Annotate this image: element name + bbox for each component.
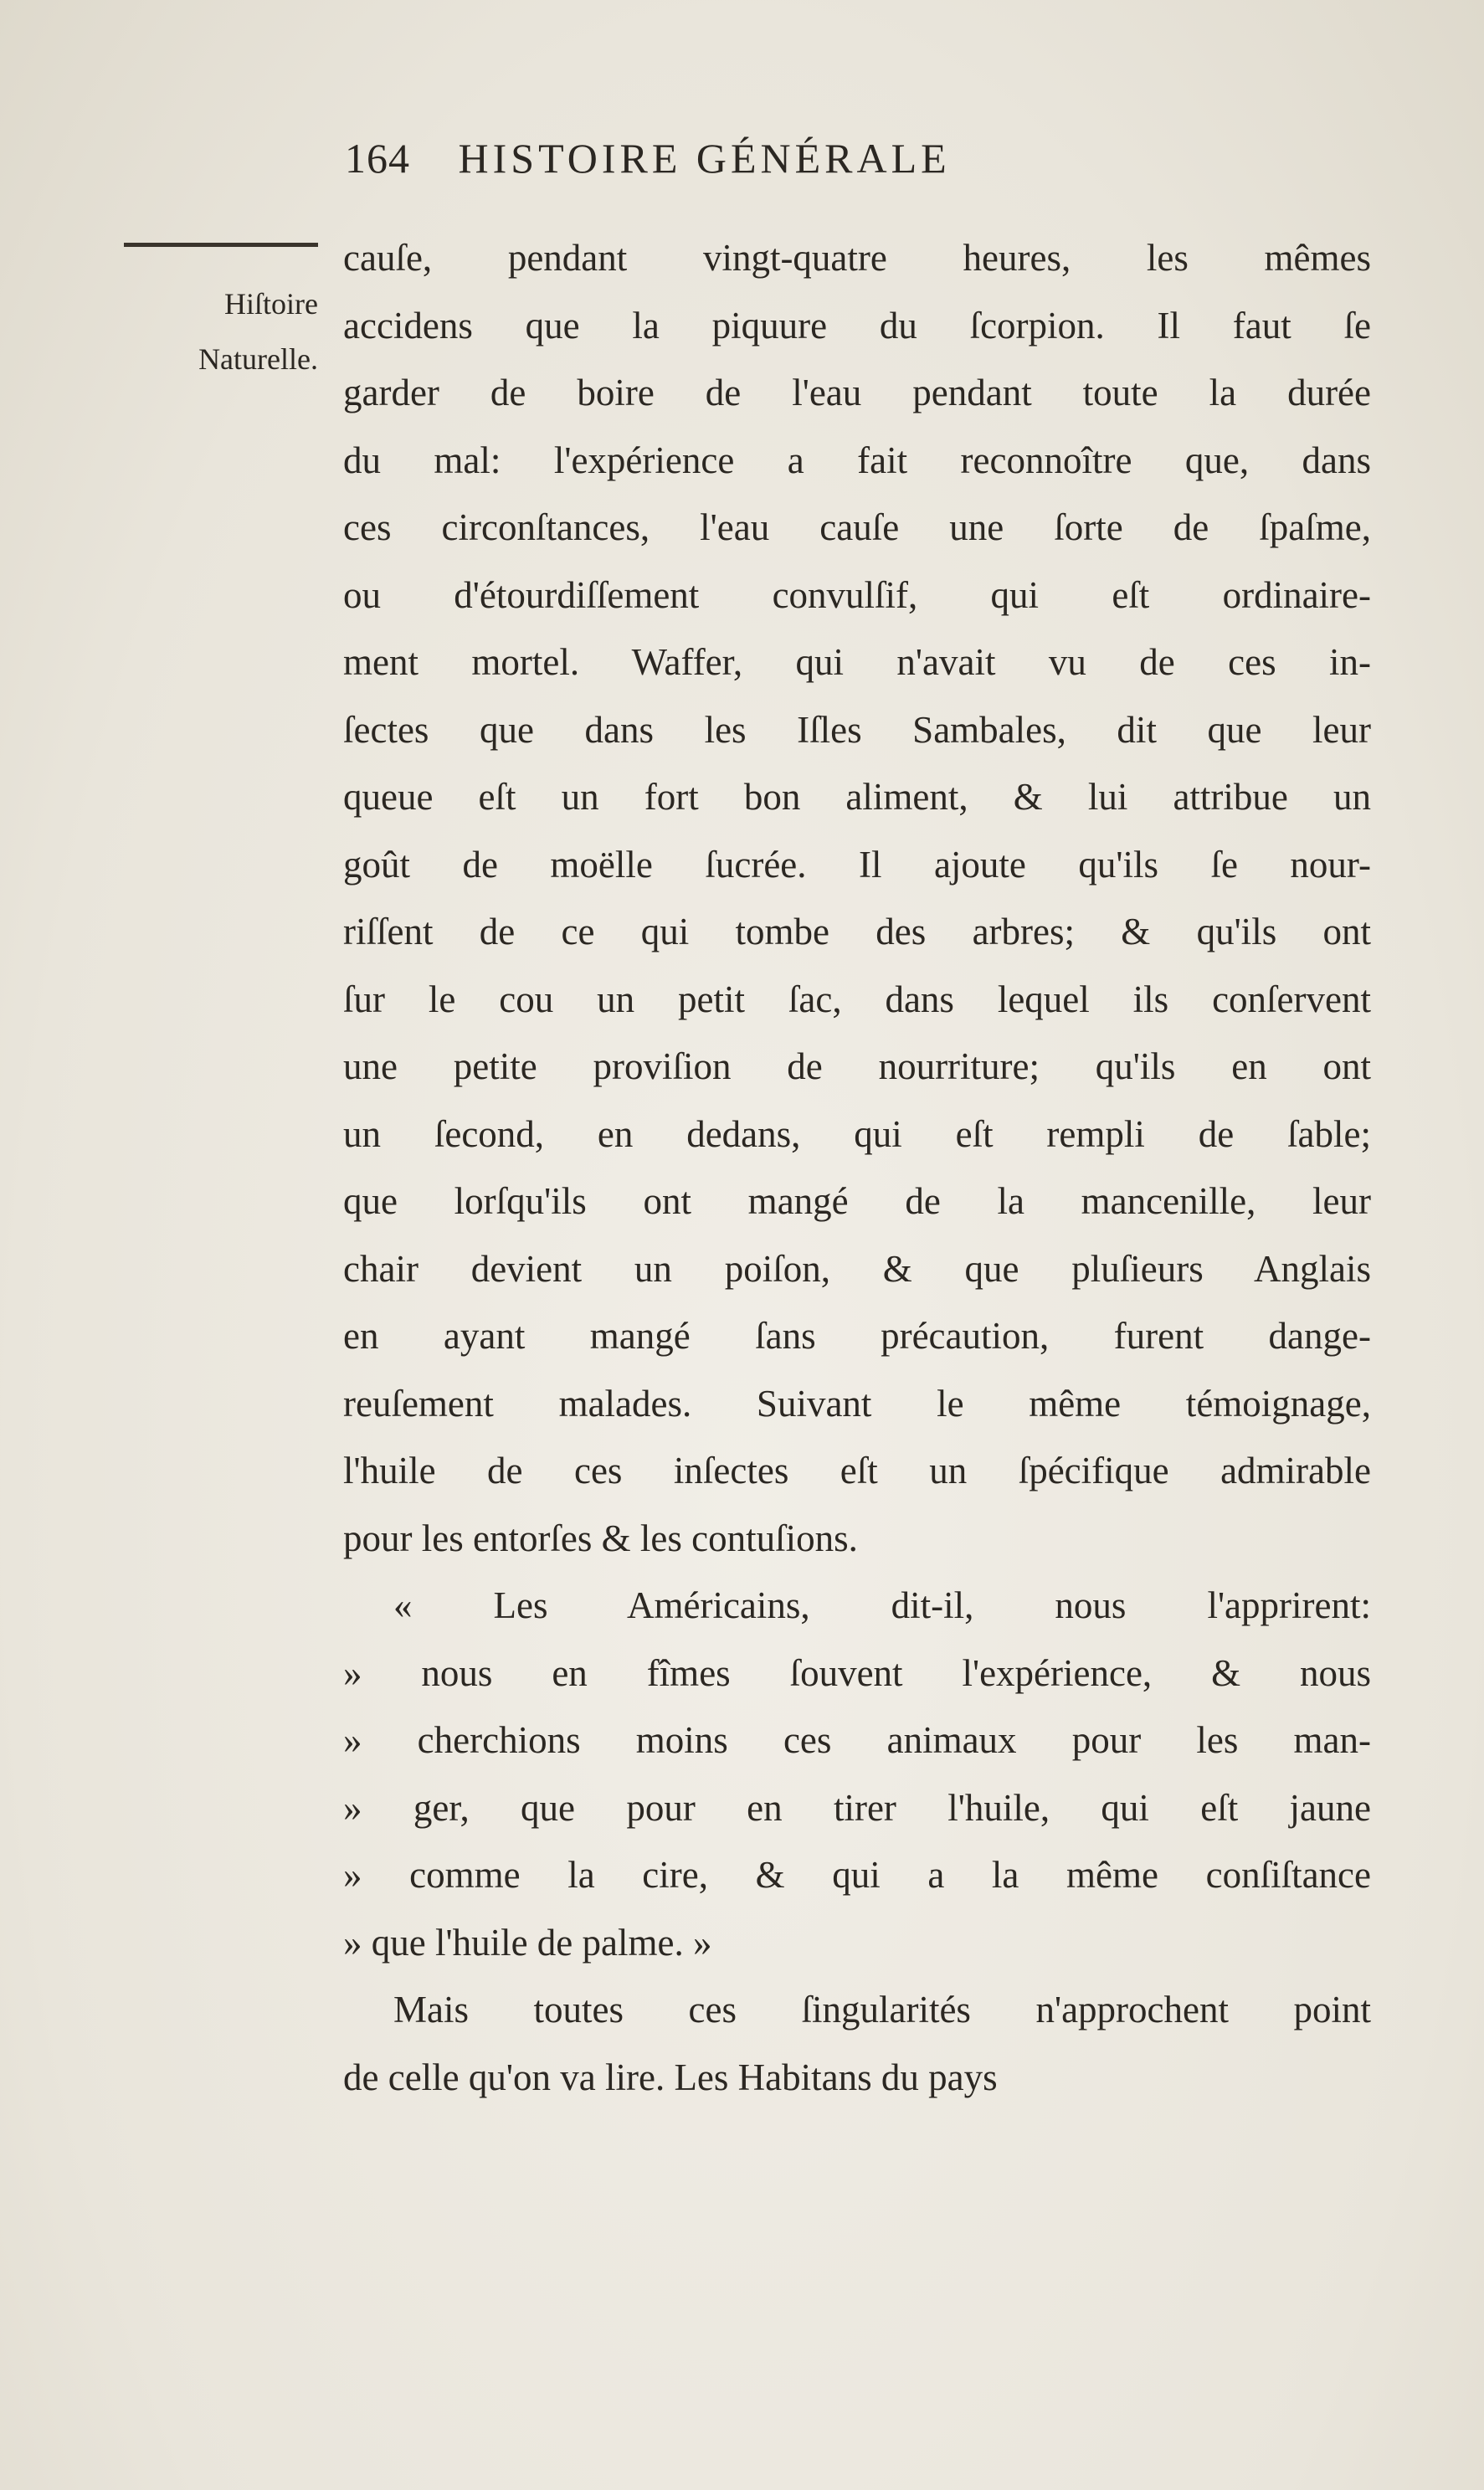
text-line: cauſe, pendant vingt-quatre heures, les mêmes (343, 237, 1371, 279)
text-line: » cherchions moins ces animaux pour les man- (343, 1719, 1371, 1761)
text-line: queue eſt un fort bon aliment, & lui attribue un (343, 776, 1371, 818)
text-line: en ayant mangé ſans précaution, furent dange- (343, 1315, 1371, 1357)
text-line: pour les entorſes & les contuſions. (343, 1517, 858, 1559)
text-line: ces circonſtances, l'eau cauſe une ſorte de ſpaſme, (343, 506, 1371, 548)
text-line: du mal: l'expérience a fait reconnoître que, dans (343, 439, 1371, 481)
text-line: l'huile de ces inſectes eſt un ſpécifique admirable (343, 1450, 1371, 1491)
text-line: » ger, que pour en tirer l'huile, qui eſt jaune (343, 1786, 1371, 1829)
text-line: goût de moëlle ſucrée. Il ajoute qu'ils ſe nour- (343, 843, 1371, 886)
page-number: 164 (345, 135, 410, 182)
text-line: reuſement malades. Suivant le même témoignage, (343, 1382, 1371, 1425)
text-line: » que l'huile de palme. » (343, 1921, 712, 1964)
text-line: garder de boire de l'eau pendant toute la durée (343, 372, 1371, 413)
text-line: que lorſqu'ils ont mangé de la mancenille, leur (343, 1180, 1371, 1222)
running-header (345, 134, 1224, 182)
text-line: ou d'étourdiſſement convulſif, qui eſt ordinaire- (343, 573, 1371, 616)
text-line: « Les Américains, dit-il, nous l'apprirent: (393, 1584, 1371, 1626)
margin-note-line: Naturelle. (198, 342, 318, 376)
text-line: une petite proviſion de nourriture; qu'ils en ont (343, 1045, 1371, 1087)
text-line: de celle qu'on va lire. Les Habitans du pays (343, 2056, 998, 2098)
margin-note (126, 276, 318, 387)
text-line: riſſent de ce qui tombe des arbres; & qu'ils ont (343, 911, 1371, 952)
text-line: accidens que la piquure du ſcorpion. Il faut ſe (343, 304, 1371, 347)
body-text (343, 224, 1371, 2111)
text-line: ment mortel. Waffer, qui n'avait vu de ces in- (343, 641, 1371, 683)
text-line: ſur le cou un petit ſac, dans lequel ils conſervent (343, 978, 1371, 1020)
text-line: » nous en fîmes ſouvent l'expérience, & nous (343, 1651, 1371, 1694)
text-line: un ſecond, en dedans, qui eſt rempli de ſable; (343, 1112, 1371, 1155)
running-title: HISTOIRE GÉNÉRALE (458, 135, 951, 182)
text-line: » comme la cire, & qui a la même conſiſtance (343, 1854, 1371, 1896)
text-line: ſectes que dans les Iſles Sambales, dit que leur (343, 708, 1371, 751)
margin-rule (124, 243, 318, 247)
text-line: Mais toutes ces ſingularités n'approchent point (393, 1989, 1371, 2031)
margin-note-line: Hiſtoire (224, 287, 318, 321)
text-line: chair devient un poiſon, & que pluſieurs Anglais (343, 1247, 1371, 1290)
